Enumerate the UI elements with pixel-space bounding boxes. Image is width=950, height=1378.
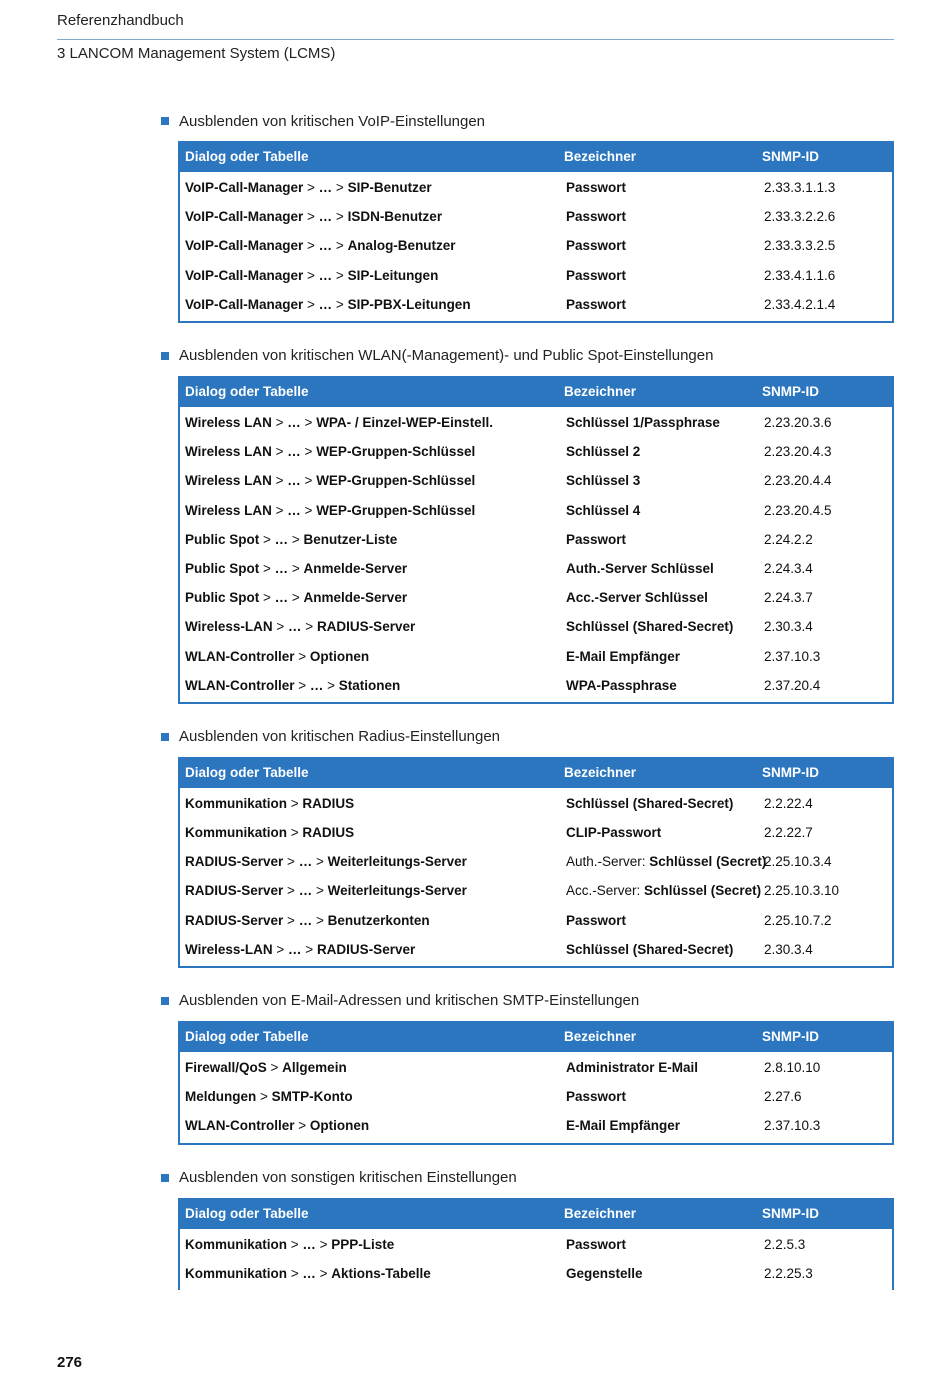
bezeichner-cell: Schlüssel 2 <box>566 444 641 460</box>
dialog-cell: Kommunikation > RADIUS <box>185 825 355 841</box>
bezeichner-cell: Auth.-Server Schlüssel <box>566 560 714 576</box>
table-rows <box>180 407 892 702</box>
table-row <box>180 290 892 319</box>
dialog-cell: Wireless-LAN > … > RADIUS-Server <box>185 619 416 635</box>
bezeichner-cell: Schlüssel 3 <box>566 473 641 489</box>
dialog-cell: VoIP-Call-Manager > … > SIP-Benutzer <box>185 180 432 196</box>
bezeichner-cell: Passwort <box>566 1089 627 1105</box>
dialog-cell: Wireless LAN > … > WEP-Gruppen-Schlüssel <box>185 444 476 460</box>
snmp-cell: 2.33.3.1.1.3 <box>764 180 836 196</box>
running-head: Referenzhandbuch <box>57 12 184 29</box>
table-row <box>180 496 892 525</box>
bezeichner-cell: E-Mail Empfänger <box>566 648 681 664</box>
table-row <box>180 437 892 466</box>
dialog-cell: RADIUS-Server > … > Benutzerkonten <box>185 912 430 928</box>
dialog-cell: RADIUS-Server > … > Weiterleitungs-Server <box>185 854 467 870</box>
square-bullet-icon <box>161 1174 169 1182</box>
table-row <box>180 1082 892 1111</box>
bezeichner-cell: Passwort <box>566 267 627 283</box>
content <box>159 109 894 1311</box>
snmp-cell: 2.27.6 <box>764 1089 802 1105</box>
bezeichner-cell: Passwort <box>566 912 627 928</box>
snmp-cell: 2.25.10.3.4 <box>764 854 832 870</box>
table-row <box>180 554 892 583</box>
snmp-cell: 2.37.10.3 <box>764 648 821 664</box>
snmp-cell: 2.24.3.7 <box>764 590 813 606</box>
bezeichner-cell: Schlüssel 4 <box>566 502 641 518</box>
table-header <box>178 1021 894 1052</box>
dialog-cell: Kommunikation > RADIUS <box>185 795 355 811</box>
table-row <box>180 847 892 876</box>
section-title: Ausblenden von kritischen Radius-Einstellungen <box>179 728 501 746</box>
bezeichner-cell: Passwort <box>566 209 627 225</box>
table-row <box>180 935 892 964</box>
dialog-cell: VoIP-Call-Manager > … > Analog-Benutzer <box>185 238 456 254</box>
snmp-cell: 2.30.3.4 <box>764 941 813 957</box>
section-heading <box>159 344 894 368</box>
smtp-table <box>178 1021 894 1145</box>
bezeichner-cell: Acc.-Server Schlüssel <box>566 590 708 606</box>
dialog-cell: VoIP-Call-Manager > … > SIP-Leitungen <box>185 267 439 283</box>
snmp-cell: 2.2.22.7 <box>764 825 813 841</box>
bezeichner-cell: Administrator E-Mail <box>566 1060 699 1076</box>
square-bullet-icon <box>161 117 169 125</box>
bezeichner-cell: WPA-Passphrase <box>566 677 677 693</box>
snmp-cell: 2.23.20.3.6 <box>764 415 832 431</box>
snmp-cell: 2.2.5.3 <box>764 1236 806 1252</box>
bezeichner-cell: Passwort <box>566 180 627 196</box>
table-row <box>180 818 892 847</box>
dialog-cell: Public Spot > … > Benutzer-Liste <box>185 531 398 547</box>
section-heading <box>159 725 894 749</box>
square-bullet-icon <box>161 733 169 741</box>
table-row <box>180 612 892 641</box>
snmp-cell: 2.33.3.2.2.6 <box>764 209 836 225</box>
table-row <box>180 641 892 670</box>
dialog-cell: Wireless-LAN > … > RADIUS-Server <box>185 941 416 957</box>
other-table <box>178 1198 894 1290</box>
header-snmp-id: SNMP-ID <box>762 1028 819 1044</box>
header-dialog: Dialog oder Tabelle <box>185 383 309 399</box>
header-snmp-id: SNMP-ID <box>762 1205 819 1221</box>
snmp-cell: 2.24.2.2 <box>764 531 813 547</box>
header-snmp-id: SNMP-ID <box>762 383 819 399</box>
table-row <box>180 789 892 818</box>
bezeichner-cell: Passwort <box>566 1236 627 1252</box>
header-rule <box>57 39 894 40</box>
section-title: Ausblenden von kritischen WLAN(-Management)- und Public Spot-Einstellungen <box>179 347 714 365</box>
bezeichner-cell: Acc.-Server: Schlüssel (Secret) <box>566 883 762 899</box>
dialog-cell: Kommunikation > … > PPP-Liste <box>185 1236 395 1252</box>
section-smtp <box>159 989 894 1145</box>
dialog-cell: RADIUS-Server > … > Weiterleitungs-Server <box>185 883 467 899</box>
header-dialog: Dialog oder Tabelle <box>185 149 309 164</box>
table-row <box>180 876 892 905</box>
dialog-cell: Kommunikation > … > Aktions-Tabelle <box>185 1265 431 1281</box>
bezeichner-cell: Gegenstelle <box>566 1265 643 1281</box>
dialog-cell: VoIP-Call-Manager > … > ISDN-Benutzer <box>185 209 443 225</box>
section-heading <box>159 989 894 1013</box>
page-number: 276 <box>57 1354 83 1371</box>
snmp-cell: 2.23.20.4.4 <box>764 473 832 489</box>
dialog-cell: Wireless LAN > … > WEP-Gruppen-Schlüssel <box>185 502 476 518</box>
section-wlan <box>159 344 894 704</box>
bezeichner-cell: Schlüssel (Shared-Secret) <box>566 795 734 811</box>
section-voip <box>159 109 894 323</box>
square-bullet-icon <box>161 997 169 1005</box>
dialog-cell: Public Spot > … > Anmelde-Server <box>185 560 408 576</box>
table-row <box>180 1053 892 1082</box>
snmp-cell: 2.25.10.7.2 <box>764 912 832 928</box>
header-bezeichner: Bezeichner <box>564 383 637 399</box>
bezeichner-cell: CLIP-Passwort <box>566 825 662 841</box>
bezeichner-cell: Schlüssel 1/Passphrase <box>566 415 720 431</box>
table-header <box>178 1198 894 1229</box>
header-dialog: Dialog oder Tabelle <box>185 1205 309 1221</box>
snmp-cell: 2.37.10.3 <box>764 1118 821 1134</box>
square-bullet-icon <box>161 352 169 360</box>
table-row <box>180 671 892 700</box>
radius-table <box>178 757 894 968</box>
header-snmp-id: SNMP-ID <box>762 764 819 780</box>
table-row <box>180 173 892 202</box>
snmp-cell: 2.23.20.4.3 <box>764 444 832 460</box>
dialog-cell: WLAN-Controller > … > Stationen <box>185 677 401 693</box>
table-rows <box>180 172 892 321</box>
snmp-cell: 2.25.10.3.10 <box>764 883 840 899</box>
voip-table <box>178 141 894 323</box>
bezeichner-cell: Passwort <box>566 296 627 312</box>
dialog-cell: Wireless LAN > … > WEP-Gruppen-Schlüssel <box>185 473 476 489</box>
snmp-cell: 2.33.4.1.1.6 <box>764 267 836 283</box>
bezeichner-cell: Auth.-Server: Schlüssel (Secret) <box>566 854 767 870</box>
header-dialog: Dialog oder Tabelle <box>185 764 309 780</box>
table-row <box>180 231 892 260</box>
header-snmp-id: SNMP-ID <box>762 149 819 164</box>
table-rows <box>180 1052 892 1143</box>
dialog-cell: Firewall/QoS > Allgemein <box>185 1060 347 1076</box>
table-row <box>180 466 892 495</box>
header-bezeichner: Bezeichner <box>564 1205 637 1221</box>
table-row <box>180 1230 892 1259</box>
table-row <box>180 1259 892 1288</box>
wlan-table <box>178 376 894 704</box>
section-title: Ausblenden von kritischen VoIP-Einstellungen <box>179 112 486 130</box>
snmp-cell: 2.8.10.10 <box>764 1060 821 1076</box>
table-rows <box>180 788 892 966</box>
snmp-cell: 2.2.22.4 <box>764 795 813 811</box>
table-header <box>178 141 894 172</box>
header-bezeichner: Bezeichner <box>564 1028 637 1044</box>
snmp-cell: 2.33.3.3.2.5 <box>764 238 836 254</box>
section-heading <box>159 109 894 133</box>
table-row <box>180 261 892 290</box>
header-bezeichner: Bezeichner <box>564 149 637 164</box>
table-row <box>180 525 892 554</box>
section-heading <box>159 1166 894 1190</box>
bezeichner-cell: Passwort <box>566 531 627 547</box>
dialog-cell: VoIP-Call-Manager > … > SIP-PBX-Leitungen <box>185 296 471 312</box>
dialog-cell: Public Spot > … > Anmelde-Server <box>185 590 408 606</box>
dialog-cell: Wireless LAN > … > WPA- / Einzel-WEP-Einstell. <box>185 415 493 431</box>
table-row <box>180 583 892 612</box>
dialog-cell: WLAN-Controller > Optionen <box>185 1118 370 1134</box>
section-radius <box>159 725 894 968</box>
header-dialog: Dialog oder Tabelle <box>185 1028 309 1044</box>
snmp-cell: 2.23.20.4.5 <box>764 502 832 518</box>
table-row <box>180 1111 892 1140</box>
bezeichner-cell: Schlüssel (Shared-Secret) <box>566 619 734 635</box>
bezeichner-cell: Passwort <box>566 238 627 254</box>
bezeichner-cell: E-Mail Empfänger <box>566 1118 681 1134</box>
table-rows <box>180 1229 892 1290</box>
section-title: Ausblenden von sonstigen kritischen Einstellungen <box>179 1169 517 1186</box>
table-header <box>178 376 894 407</box>
snmp-cell: 2.37.20.4 <box>764 677 821 693</box>
snmp-cell: 2.30.3.4 <box>764 619 813 635</box>
section-other <box>159 1166 894 1290</box>
table-row <box>180 408 892 437</box>
snmp-cell: 2.24.3.4 <box>764 560 813 576</box>
dialog-cell: Meldungen > SMTP-Konto <box>185 1089 353 1105</box>
dialog-cell: WLAN-Controller > Optionen <box>185 648 370 664</box>
snmp-cell: 2.33.4.2.1.4 <box>764 296 836 312</box>
table-header <box>178 757 894 788</box>
header-bezeichner: Bezeichner <box>564 764 637 780</box>
table-row <box>180 906 892 935</box>
section-title: Ausblenden von E-Mail-Adressen und kritischen SMTP-Einstellungen <box>179 992 640 1010</box>
snmp-cell: 2.2.25.3 <box>764 1265 813 1281</box>
bezeichner-cell: Schlüssel (Shared-Secret) <box>566 941 734 957</box>
chapter-title: 3 LANCOM Management System (LCMS) <box>57 45 336 62</box>
table-row <box>180 202 892 231</box>
